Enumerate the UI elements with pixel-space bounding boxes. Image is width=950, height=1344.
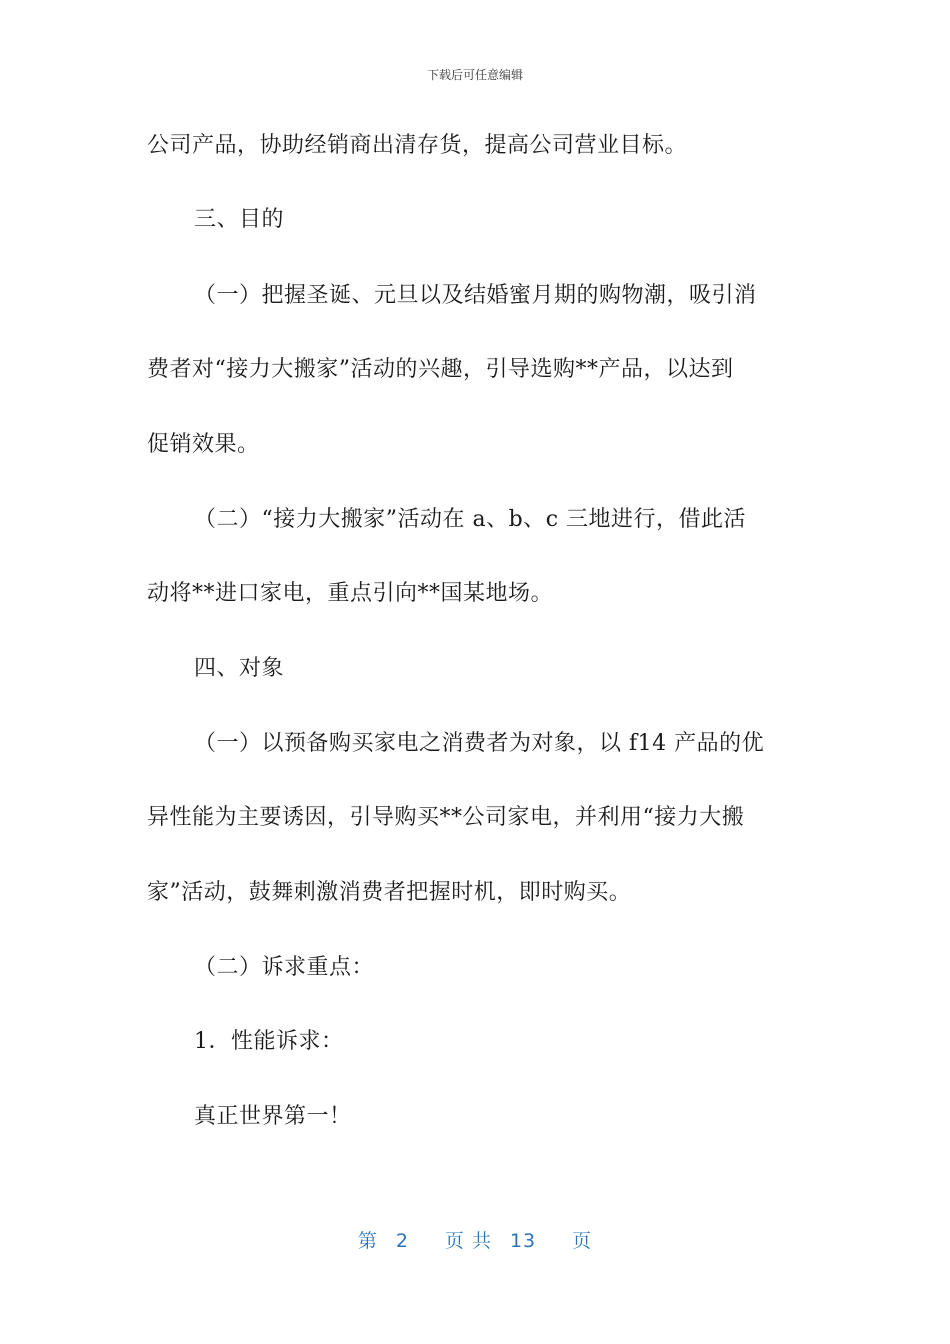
footer-prefix: 第 <box>357 1230 378 1252</box>
page-header-note: 下载后可任意编辑 <box>426 68 523 82</box>
list-item: 1．性能诉求： <box>194 1029 344 1054</box>
paragraph-line: 家”活动，鼓舞刺激消费者把握时机，即时购买。 <box>147 880 632 905</box>
paragraph-line: （一）把握圣诞、元旦以及结婚蜜月期的购物潮，吸引消 <box>194 283 757 308</box>
page-footer <box>0 1226 950 1253</box>
section-heading-purpose: 三、目的 <box>194 207 285 232</box>
footer-total-pages: 13 <box>509 1230 537 1252</box>
footer-current-page: 2 <box>395 1230 409 1252</box>
paragraph-line: 异性能为主要诱因，引导购买**公司家电，并利用“接力大搬 <box>147 805 745 830</box>
subheading-appeal: （二）诉求重点： <box>194 955 375 980</box>
paragraph-line: 动将**进口家电，重点引向**国某地场。 <box>147 581 554 606</box>
section-heading-target: 四、对象 <box>194 656 285 681</box>
paragraph-line: （一）以预备购买家电之消费者为对象，以 f14 产品的优 <box>194 731 765 756</box>
paragraph-line: 真正世界第一！ <box>194 1104 352 1129</box>
paragraph-line: （二）“接力大搬家”活动在 a、b、c 三地进行，借此活 <box>194 507 747 532</box>
footer-middle: 页 共 <box>444 1230 492 1252</box>
paragraph-line: 公司产品，协助经销商出清存货，提高公司营业目标。 <box>147 133 688 158</box>
paragraph-line: 促销效果。 <box>147 432 260 457</box>
footer-suffix: 页 <box>572 1230 593 1252</box>
paragraph-line: 费者对“接力大搬家”活动的兴趣，引导选购**产品，以达到 <box>147 357 734 382</box>
